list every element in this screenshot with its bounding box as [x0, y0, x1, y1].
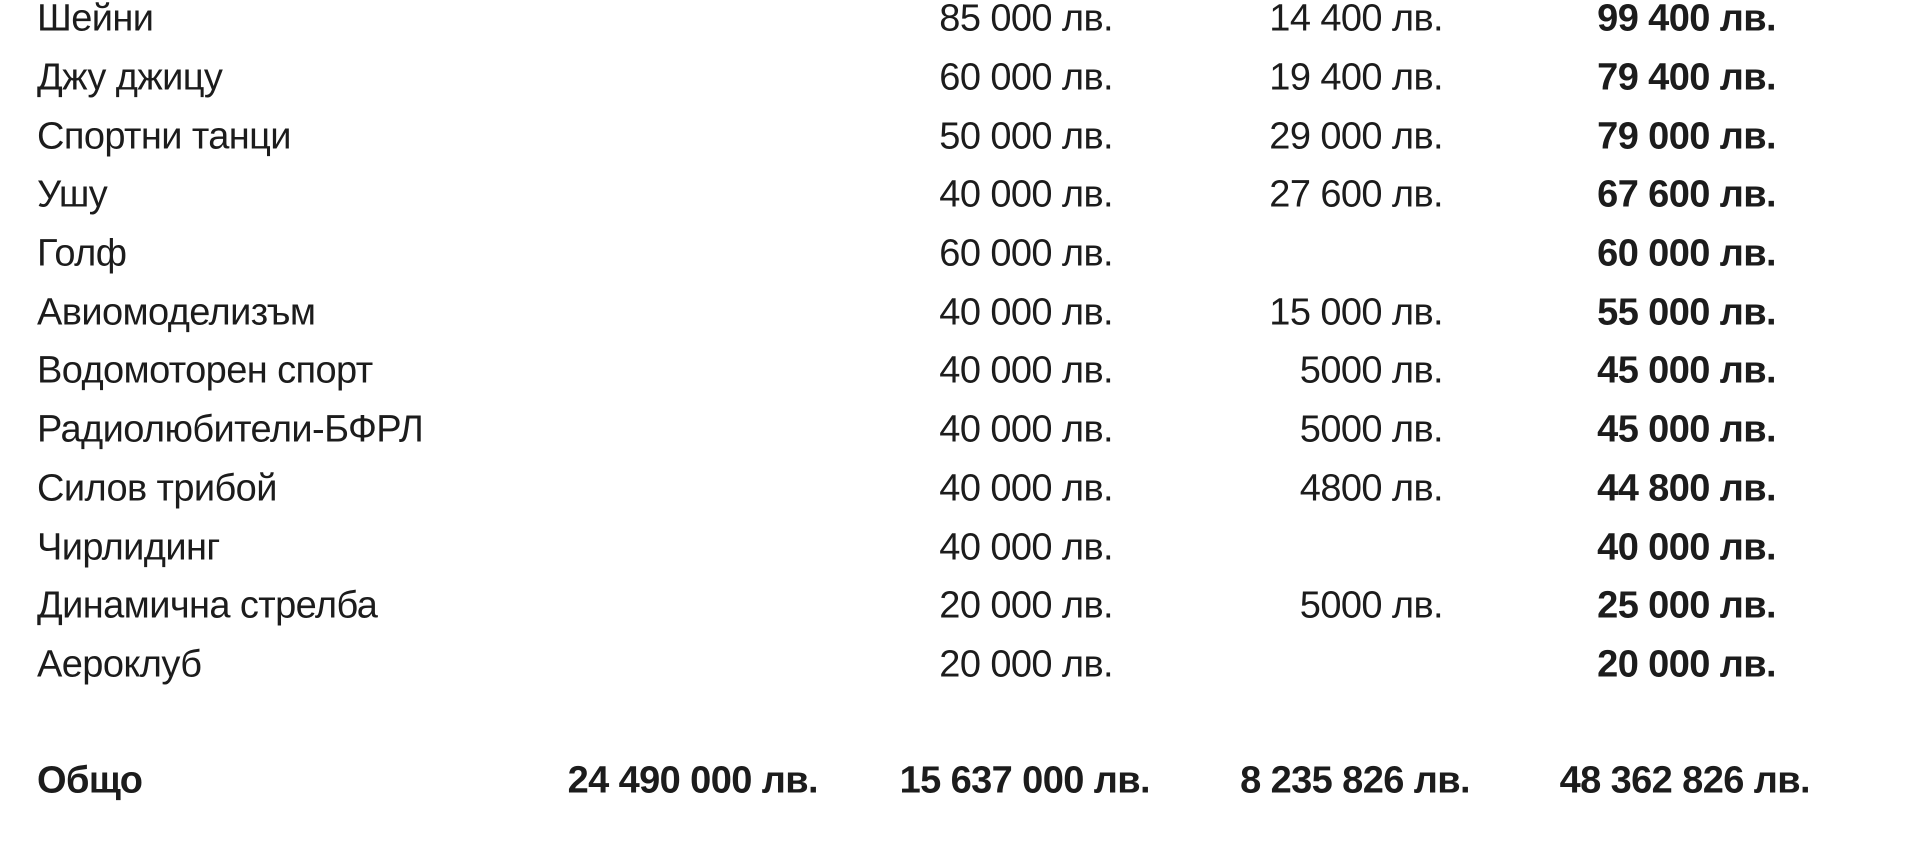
table-row [0, 460, 1920, 519]
amount-total: 25 000 лв. [1597, 584, 1776, 627]
amount-col3: 5000 лв. [1299, 584, 1443, 627]
amount-total: 79 400 лв. [1597, 56, 1776, 99]
amount-col3: 15 000 лв. [1269, 291, 1443, 334]
row-gap [0, 694, 1920, 752]
amount-col3: 29 000 лв. [1269, 115, 1443, 158]
table-row [0, 401, 1920, 460]
federation-name: Джу джицу [37, 56, 223, 99]
total-amount-total: 48 362 826 лв. [1559, 759, 1810, 802]
amount-col3: 27 600 лв. [1269, 173, 1443, 216]
federation-name: Аероклуб [37, 643, 202, 686]
amount-col2: 50 000 лв. [939, 115, 1113, 158]
amount-total: 60 000 лв. [1597, 232, 1776, 275]
amount-col2: 60 000 лв. [939, 232, 1113, 275]
federation-name: Радиолюбители-БФРЛ [37, 408, 424, 451]
amount-total: 20 000 лв. [1597, 643, 1776, 686]
amount-total: 40 000 лв. [1597, 526, 1776, 569]
federation-name: Ушу [37, 173, 108, 216]
table-row [0, 225, 1920, 284]
table-row [0, 636, 1920, 695]
federation-name: Чирлидинг [37, 526, 220, 569]
table-row [0, 49, 1920, 108]
federation-name: Авиомоделизъм [37, 291, 316, 334]
amount-col3: 19 400 лв. [1269, 56, 1443, 99]
federation-name: Динамична стрелба [37, 584, 378, 627]
amount-col2: 40 000 лв. [939, 291, 1113, 334]
amount-total: 45 000 лв. [1597, 408, 1776, 451]
amount-col2: 40 000 лв. [939, 526, 1113, 569]
total-label: Общо [37, 759, 143, 802]
amount-total: 67 600 лв. [1597, 173, 1776, 216]
federation-name: Силов трибой [37, 467, 277, 510]
amount-col2: 40 000 лв. [939, 467, 1113, 510]
amount-col2: 40 000 лв. [939, 349, 1113, 392]
table-row [0, 577, 1920, 636]
amount-total: 55 000 лв. [1597, 291, 1776, 334]
total-amount-col3: 8 235 826 лв. [1240, 759, 1470, 802]
amount-col2: 20 000 лв. [939, 584, 1113, 627]
table-row [0, 107, 1920, 166]
amount-col2: 40 000 лв. [939, 408, 1113, 451]
amount-total: 45 000 лв. [1597, 349, 1776, 392]
amount-col3: 5000 лв. [1299, 349, 1443, 392]
table-row [0, 283, 1920, 342]
total-amount-col1: 24 490 000 лв. [567, 759, 818, 802]
federation-name: Спортни танци [37, 115, 291, 158]
amount-col3: 5000 лв. [1299, 408, 1443, 451]
amount-total: 44 800 лв. [1597, 467, 1776, 510]
amount-total: 79 000 лв. [1597, 115, 1776, 158]
table-row [0, 0, 1920, 49]
table-row [0, 518, 1920, 577]
amount-col2: 85 000 лв. [939, 0, 1113, 40]
amount-col2: 60 000 лв. [939, 56, 1113, 99]
amount-col2: 40 000 лв. [939, 173, 1113, 216]
total-row [0, 752, 1920, 811]
total-amount-col2: 15 637 000 лв. [899, 759, 1150, 802]
table-row [0, 342, 1920, 401]
amount-col2: 20 000 лв. [939, 643, 1113, 686]
federation-name: Шейни [37, 0, 154, 40]
amount-col3: 4800 лв. [1299, 467, 1443, 510]
amount-col3: 14 400 лв. [1269, 0, 1443, 40]
federation-name: Водомоторен спорт [37, 349, 373, 392]
amount-total: 99 400 лв. [1597, 0, 1776, 40]
federation-name: Голф [37, 232, 127, 275]
table-row [0, 166, 1920, 225]
